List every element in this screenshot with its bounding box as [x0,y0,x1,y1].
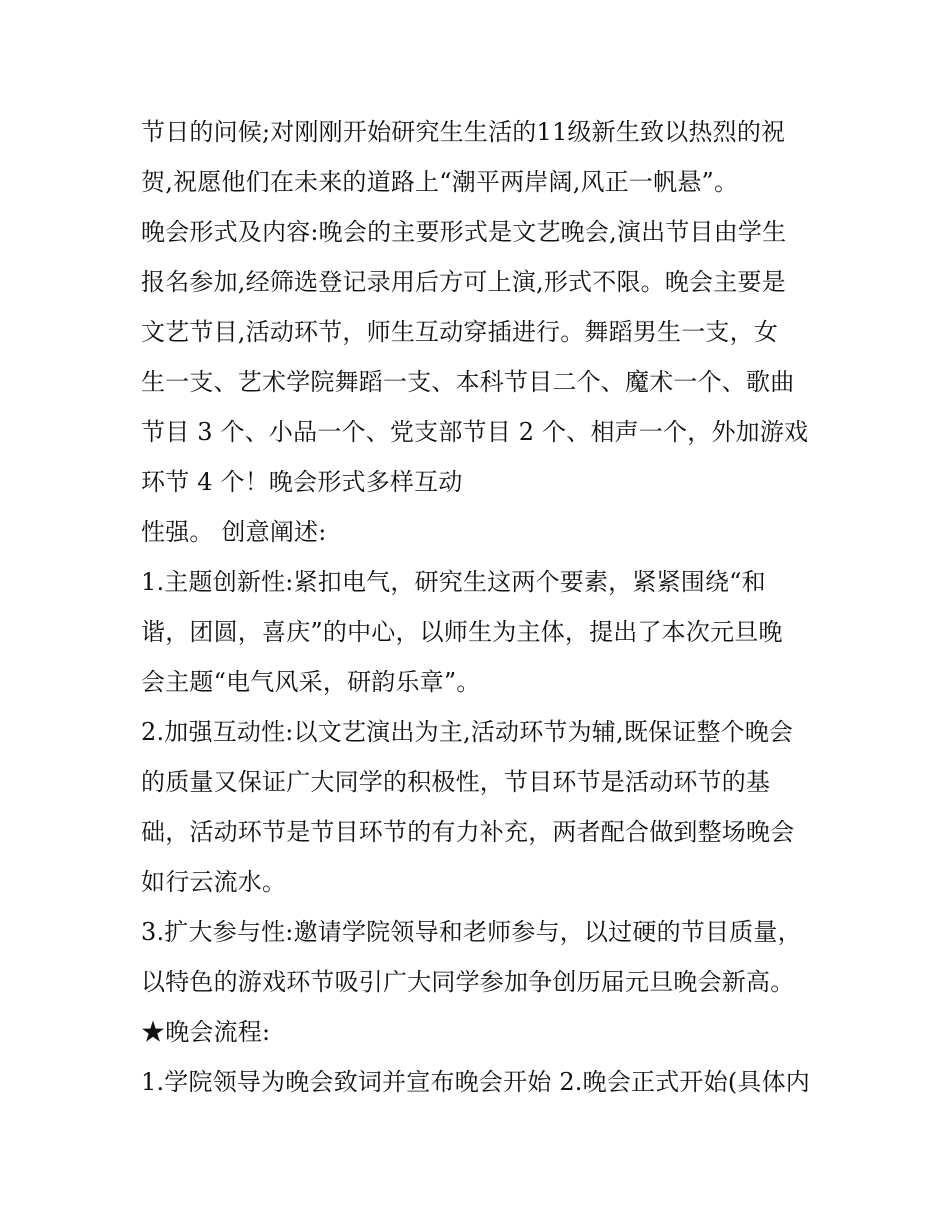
text-line: 1.学院领导为晚会致词并宣布晚会开始 2.晚会正式开始(具体内 [141,1068,810,1096]
text-line: 晚会形式及内容:晚会的主要形式是文艺晚会,演出节目由学生 [141,218,787,246]
text-line: 以特色的游戏环节吸引广大同学参加争创历届元旦晚会新高。 [141,968,795,996]
text-line: 如行云流水。 [141,868,287,896]
text-line: 贺,祝愿他们在未来的道路上“潮平两岸阔,风正一帆悬”。 [141,168,739,196]
text-line: 的质量又保证广大同学的积极性，节目环节是活动环节的基 [141,768,771,796]
text-line: 会主题“电气风采，研韵乐章”。 [141,668,481,696]
text-line: 节目 3 个、小品一个、党支部节目 2 个、相声一个，外加游戏 [141,418,809,446]
text-line: 报名参加,经筛选登记录用后方可上演,形式不限。晚会主要是 [141,268,786,296]
text-line: 2.加强互动性:以文艺演出为主,活动环节为辅,既保证整个晚会 [141,718,794,746]
text-line: 础，活动环节是节目环节的有力补充，两者配合做到整场晚会 [141,818,795,846]
text-line: 性强。 创意阐述: [141,518,327,546]
text-line: 节日的问候;对刚刚开始研究生生活的11级新生致以热烈的祝 [141,118,786,146]
text-line: 3.扩大参与性:邀请学院领导和老师参与，以过硬的节目质量， [141,918,802,946]
text-line: ★晚会流程: [141,1018,271,1046]
text-line: 生一支、艺术学院舞蹈一支、本科节目二个、魔术一个、歌曲 [141,368,795,396]
text-line: 谐，团圆，喜庆”的中心，以师生为主体，提出了本次元旦晚 [141,618,783,646]
body-text [141,107,821,1107]
text-line: 1.主题创新性:紧扣电气，研究生这两个要素，紧紧围绕“和 [141,568,766,596]
text-line: 文艺节目,活动环节，师生互动穿插进行。舞蹈男生一支，女 [141,318,779,346]
text-line: 环节 4 个！晚会形式多样互动 [141,468,463,496]
